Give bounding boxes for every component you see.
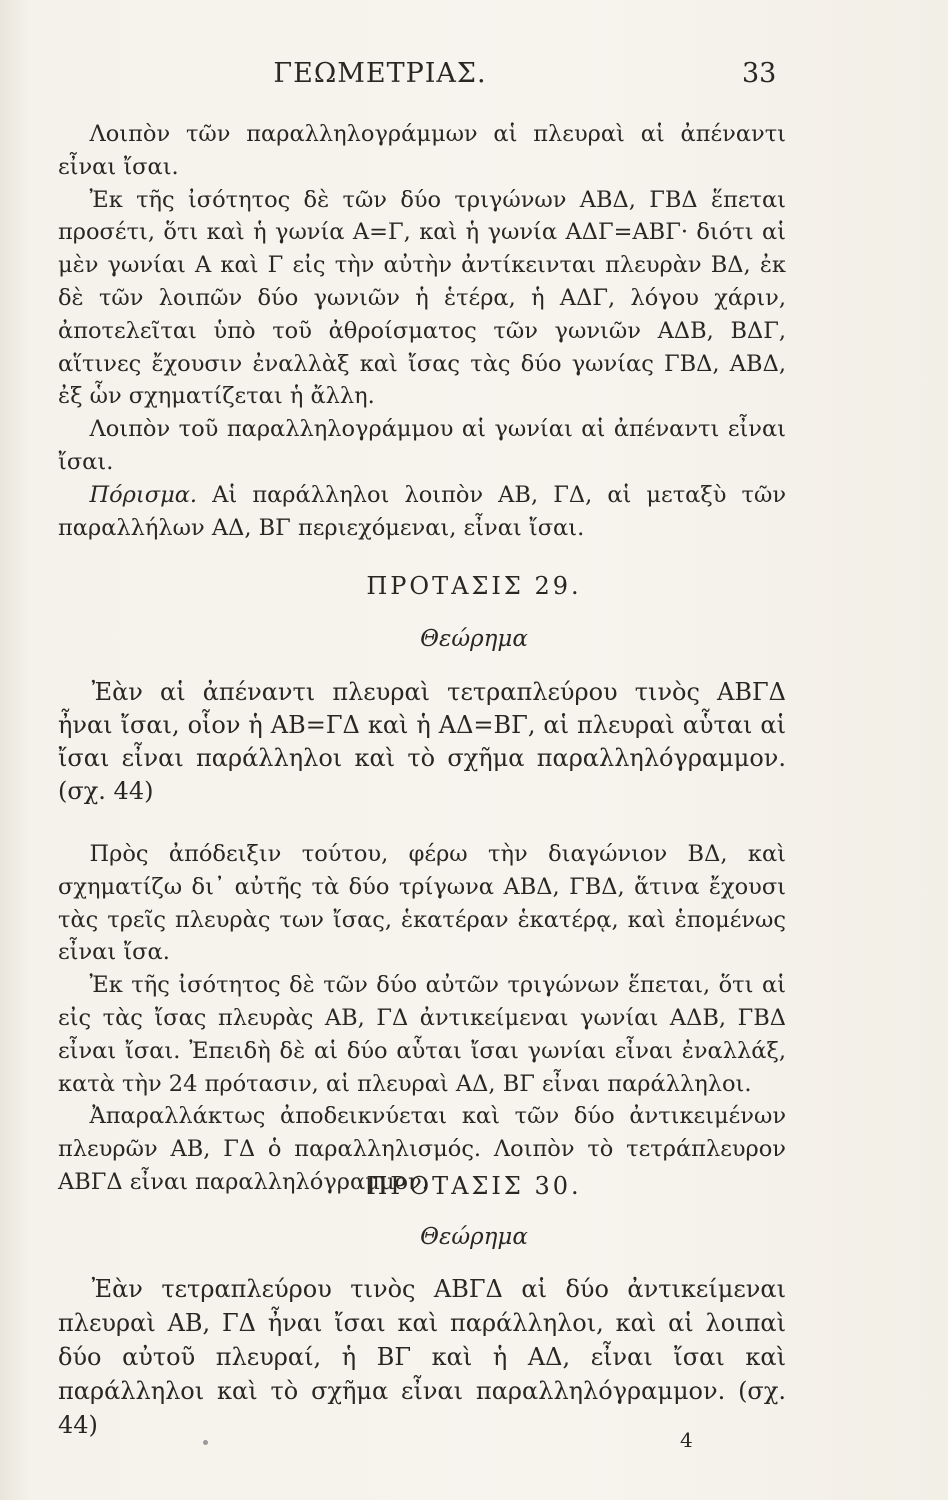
proposition-29-label: Θεώρημα: [420, 626, 528, 652]
porisma-paragraph: [58, 479, 786, 545]
proof-paragraph: Πρὸς ἀπόδειξιν τούτου, φέρω τὴν διαγώνιον ΒΔ, καὶ σχηματίζω δι᾽ αὐτῆς τὰ δύο τρίγωνα ΑΒΔ, ΓΒΔ, ἅτινα ἔχουσι τὰς τρεῖς πλευρὰς των ἴσας, ἑκατέραν ἑκατέρᾳ, καὶ ἑπομένως εἶναι ἴσα.: [58, 841, 786, 966]
proposition-29-title: ΠΡΟΤΑΣΙΣ 29.: [366, 572, 582, 600]
proposition-29-statement: Ἐὰν αἱ ἀπέναντι πλευραὶ τετραπλεύρου τινὸς ΑΒΓΔ ἦναι ἴσαι, οἷον ἡ ΑΒ=ΓΔ καὶ ἡ ΑΔ=ΒΓ, αἱ πλευραὶ αὗται αἱ ἴσαι εἶναι παράλληλοι καὶ τὸ σχῆμα παραλληλόγραμμον. (σχ. 44): [58, 678, 786, 805]
porisma-text: Αἱ παράλληλοι λοιπὸν ΑΒ, ΓΔ, αἱ μεταξὺ τῶν παραλλήλων ΑΔ, ΒΓ περιεχόμεναι, εἶναι ἴσαι.: [58, 481, 786, 541]
page-number: 33: [742, 58, 777, 89]
proposition-30-title: ΠΡΟΤΑΣΙΣ 30.: [366, 1172, 582, 1200]
proposition-29-statement-block: [58, 676, 786, 808]
porisma-label: Πόρισμα.: [89, 481, 198, 508]
paragraph: Ἐκ τῆς ἰσότητος δὲ τῶν δύο τριγώνων ΑΒΔ, ΓΒΔ ἕπεται προσέτι, ὅτι καὶ ἡ γωνία Α=Γ, καὶ ἡ γωνία ΑΔΓ=ΑΒΓ· διότι αἱ μὲν γωνίαι Α καὶ Γ εἰς τὴν αὐτὴν ἀντίκεινται πλευρὰν ΒΔ, ἐκ δὲ τῶν λοιπῶν δύο γωνιῶν ἡ ἑτέρα, ἡ ΑΔΓ, λόγου χάριν, ἀποτελεῖται ὑπὸ τοῦ ἀθροίσματος τῶν γωνιῶν ΑΔΒ, ΒΔΓ, αἵτινες ἔχουσιν ἐναλλὰξ καὶ ἴσας τὰς δύο γωνίας ΓΒΔ, ΑΒΔ, ἐξ ὧν σχηματίζεται ἡ ἄλλη.: [58, 186, 786, 410]
page-header: [0, 58, 948, 98]
signature-mark: 4: [680, 1428, 693, 1452]
paragraph: Λοιπὸν τῶν παραλληλογράμμων αἱ πλευραὶ αἱ ἀπέναντι εἶναι ἴσαι.: [58, 121, 786, 180]
proposition-30-statement-block: [58, 1272, 786, 1442]
proposition-30-statement: Ἐὰν τετραπλεύρου τινὸς ΑΒΓΔ αἱ δύο ἀντικείμεναι πλευραὶ ΑΒ, ΓΔ ἦναι ἴσαι καὶ παράλληλοι, καὶ αἱ λοιπαὶ δύο αὐτοῦ πλευραί, ἡ ΒΓ καὶ ἡ ΑΔ, εἶναι ἴσαι καὶ παράλληλοι καὶ τὸ σχῆμα εἶναι παραλληλόγραμμον. (σχ. 44): [58, 1275, 786, 1439]
proof-paragraph: Ἐκ τῆς ἰσότητος δὲ τῶν δύο αὐτῶν τριγώνων ἕπεται, ὅτι αἱ εἰς τὰς ἴσας πλευρὰς ΑΒ, ΓΔ ἀντικείμεναι γωνίαι ΑΔΒ, ΓΒΔ εἶναι ἴσαι. Ἐπειδὴ δὲ αἱ δύο αὗται ἴσαι γωνίαι εἶναι ἐναλλάξ, κατὰ τὴν 24 πρότασιν, αἱ πλευραὶ ΑΔ, ΒΓ εἶναι παράλληλοι.: [58, 972, 786, 1097]
paragraph: Λοιπὸν τοῦ παραλληλογράμμου αἱ γωνίαι αἱ ἀπέναντι εἶναι ἴσαι.: [58, 416, 786, 475]
ink-dot: [203, 1440, 208, 1445]
proposition-30-label: Θεώρημα: [420, 1224, 528, 1250]
proof-paragraph: Ἀπαραλλάκτως ἀποδεικνύεται καὶ τῶν δύο ἀντικειμένων πλευρῶν ΑΒ, ΓΔ ὁ παραλληλισμός. Λοιπὸν τὸ τετράπλευρον ΑΒΓΔ εἶναι παραλληλόγραμμον.: [58, 1103, 786, 1195]
opening-paragraphs: [58, 118, 786, 544]
running-head: ΓΕΩΜΕΤΡΙΑΣ.: [273, 58, 487, 89]
proposition-29-proof: [58, 838, 786, 1199]
